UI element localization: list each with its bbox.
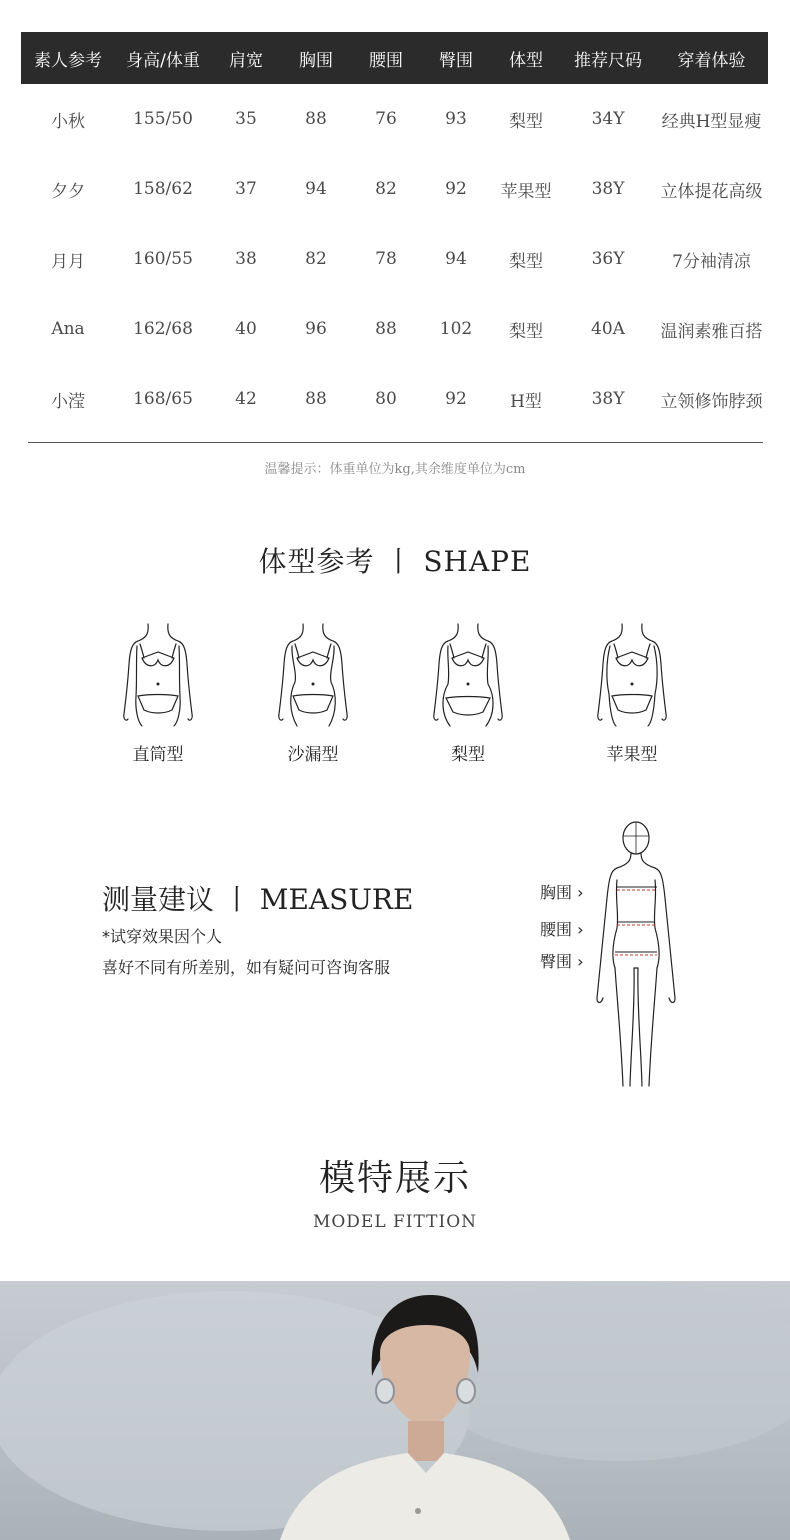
- table-cell: 158/62: [133, 179, 193, 199]
- pear-body-icon: [428, 622, 508, 728]
- table-cell: 102: [439, 319, 473, 339]
- table-cell: 温润素雅百搭: [660, 321, 763, 342]
- table-cell: 立领修饰脖颈: [660, 391, 763, 412]
- table-cell: 88: [305, 389, 327, 409]
- table-cell: 76: [375, 109, 397, 129]
- model-section-title: 模特展示: [318, 1158, 471, 1199]
- shape-label: 直筒型: [132, 745, 184, 765]
- table-cell: 小秋: [51, 111, 85, 132]
- table-cell: 38: [235, 249, 257, 269]
- table-cell: 立体提花高级: [660, 181, 763, 202]
- measure-figure-icon: [585, 818, 685, 1090]
- header-cell: 体型: [491, 32, 561, 84]
- table-divider: [28, 442, 763, 443]
- header-cell: 胸围: [281, 32, 351, 84]
- header-cell: 肩宽: [211, 32, 281, 84]
- table-cell: 92: [445, 179, 467, 199]
- table-cell: 96: [305, 319, 327, 339]
- shape-label: 苹果型: [606, 745, 658, 765]
- model-section-subtitle: MODEL FITTION: [312, 1212, 478, 1232]
- table-cell: 155/50: [133, 109, 193, 129]
- table-cell: 36Y: [591, 249, 625, 269]
- table-cell: 月月: [51, 251, 85, 272]
- unit-note: 温馨提示：体重单位为kg,其余维度单位为cm: [264, 462, 526, 477]
- model-portrait-image: [0, 1281, 790, 1540]
- table-cell: 88: [375, 319, 397, 339]
- table-cell: 93: [445, 109, 467, 129]
- table-cell: 37: [235, 179, 257, 199]
- shape-item-hourglass: [263, 622, 363, 765]
- table-cell: 80: [375, 389, 397, 409]
- table-cell: 梨型: [509, 321, 543, 342]
- table-cell: 经典H型显瘦: [661, 111, 762, 132]
- table-row: [21, 364, 768, 434]
- table-cell: Ana: [51, 319, 85, 339]
- table-cell: 40A: [591, 319, 625, 339]
- header-cell: 推荐尺码: [561, 32, 655, 84]
- hourglass-body-icon: [273, 622, 353, 728]
- table-row: [21, 294, 768, 364]
- table-cell: 38Y: [591, 389, 625, 409]
- table-row: [21, 84, 768, 154]
- waist-label: 腰围 ›: [540, 920, 584, 939]
- table-cell: 94: [305, 179, 327, 199]
- header-cell: 身高/体重: [115, 32, 211, 84]
- table-cell: 94: [445, 249, 467, 269]
- measure-section-title: 测量建议 丨 MEASURE: [102, 883, 414, 916]
- chest-label: 胸围 ›: [540, 883, 584, 902]
- shape-item-pear: [418, 622, 518, 765]
- table-cell: 夕夕: [51, 181, 85, 202]
- table-header-row: [21, 32, 768, 84]
- table-cell: 梨型: [509, 111, 543, 132]
- table-cell: 168/65: [133, 389, 193, 409]
- table-cell: 160/55: [133, 249, 193, 269]
- table-cell: 7分袖清凉: [672, 251, 751, 272]
- table-cell: 40: [235, 319, 257, 339]
- size-reference-table: [21, 32, 768, 434]
- header-cell: 腰围: [351, 32, 421, 84]
- measure-note-line-2: 喜好不同有所差别，如有疑问可咨询客服: [102, 958, 391, 977]
- table-cell: 92: [445, 389, 467, 409]
- header-cell: 素人参考: [21, 32, 115, 84]
- shape-item-straight: [108, 622, 208, 765]
- table-cell: H型: [510, 391, 542, 412]
- table-cell: 42: [235, 389, 257, 409]
- table-row: [21, 224, 768, 294]
- table-cell: 38Y: [591, 179, 625, 199]
- header-cell: 穿着体验: [655, 32, 768, 84]
- table-cell: 梨型: [509, 251, 543, 272]
- shape-section-title: 体型参考 丨 SHAPE: [258, 545, 532, 578]
- table-cell: 34Y: [591, 109, 625, 129]
- hip-label: 臀围 ›: [540, 952, 584, 971]
- table-cell: 82: [305, 249, 327, 269]
- apple-body-icon: [592, 622, 672, 728]
- table-cell: 小滢: [51, 391, 85, 412]
- table-cell: 162/68: [133, 319, 193, 339]
- header-cell: 臀围: [421, 32, 491, 84]
- table-cell: 82: [375, 179, 397, 199]
- table-cell: 35: [235, 109, 257, 129]
- model-photo: [0, 1281, 790, 1540]
- table-cell: 78: [375, 249, 397, 269]
- shape-label: 沙漏型: [287, 745, 339, 765]
- table-row: [21, 154, 768, 224]
- table-cell: 88: [305, 109, 327, 129]
- shape-item-apple: [582, 622, 682, 765]
- table-cell: 苹果型: [500, 181, 552, 202]
- measure-note-line-1: *试穿效果因个人: [102, 927, 223, 946]
- straight-body-icon: [118, 622, 198, 728]
- shape-label: 梨型: [451, 745, 485, 765]
